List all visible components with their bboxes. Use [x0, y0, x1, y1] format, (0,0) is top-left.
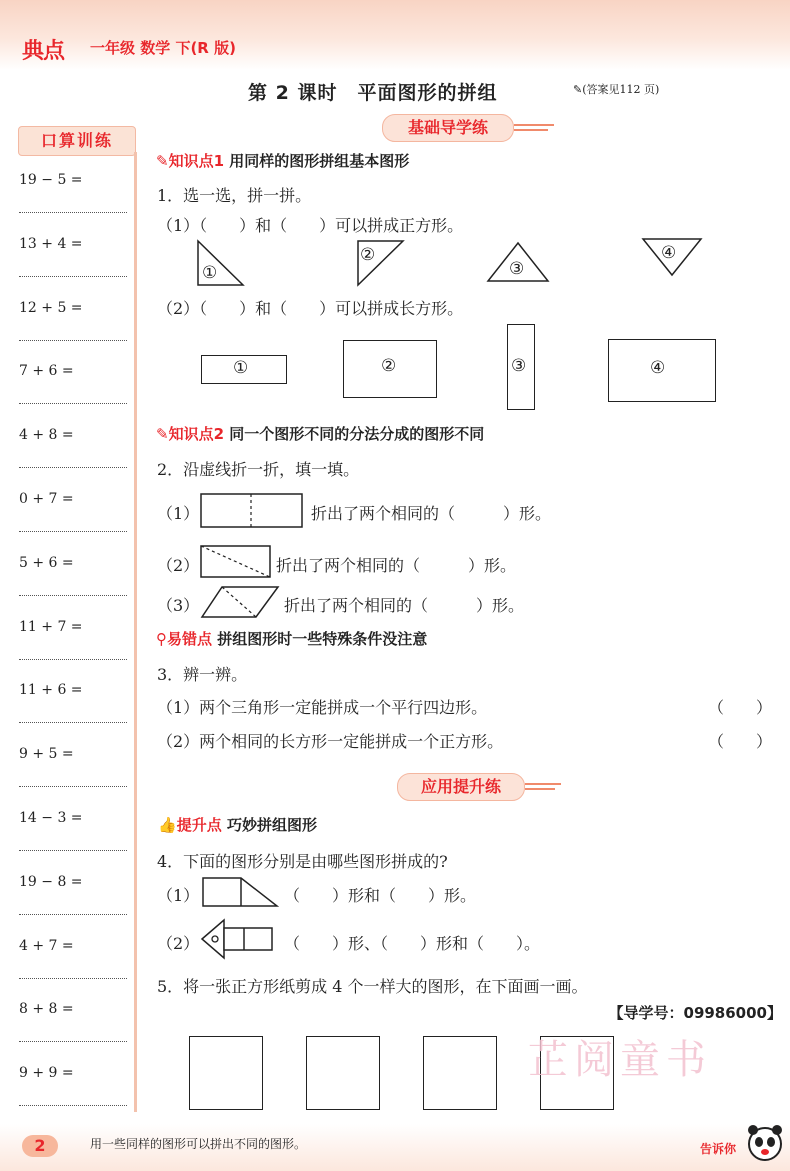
answer-line[interactable] [19, 978, 127, 979]
question-2-stem: 2．沿虚线折一折，填一填。 [157, 460, 360, 479]
answer-line[interactable] [19, 1105, 127, 1106]
question-2-part-2-number: （2） [157, 556, 200, 575]
oral-item: 12 + 5 = [19, 299, 83, 316]
oral-item: 11 + 6 = [19, 682, 83, 699]
oral-item: 9 + 5 = [19, 746, 74, 763]
question-4-stem: 4．下面的图形分别是由哪些图形拼成的? [157, 852, 448, 871]
pencil-icon: ✎ [573, 83, 583, 96]
page-title: 第 2 课时 平面图形的拼组 [248, 82, 498, 104]
watermark: 芷阅童书 [528, 1037, 712, 1083]
answer-line[interactable] [19, 212, 127, 213]
judge-blank-2[interactable]: （ ） [708, 732, 773, 751]
oral-item: 4 + 7 = [19, 937, 74, 954]
knowledge-point-1: ✎知识点1 用同样的图形拼组基本图形 [156, 152, 410, 170]
answer-line[interactable] [19, 276, 127, 277]
shape-label-4: ④ [661, 243, 677, 263]
answer-reference: ✎(答案见112 页) [573, 83, 660, 96]
answer-line[interactable] [19, 659, 127, 660]
shape-label-rect-1: ① [233, 358, 249, 378]
question-2-part-3-number: （3） [157, 596, 200, 615]
knowledge-point-2: ✎知识点2 同一个图形不同的分法分成的图形不同 [156, 425, 485, 443]
question-4-part-2-text: （ ）形、（ ）形和（ ）。 [284, 934, 541, 953]
banner-stripes-icon [523, 781, 563, 793]
answer-line[interactable] [19, 1041, 127, 1042]
oral-item: 7 + 6 = [19, 363, 74, 380]
answer-line[interactable] [19, 722, 127, 723]
shape-label-3: ③ [509, 259, 525, 279]
oral-item: 11 + 7 = [19, 618, 83, 635]
question-1-part-2: （2）（ ）和（ ）可以拼成长方形。 [157, 299, 464, 318]
fold-rectangle-diagonal [200, 545, 272, 579]
question-1-stem: 1．选一选，拼一拼。 [157, 186, 312, 205]
question-2-part-2-text: 折出了两个相同的（ ）形。 [276, 556, 517, 575]
oral-item: 4 + 8 = [19, 427, 74, 444]
oral-item: 19 − 8 = [19, 873, 83, 890]
question-2-part-3-text: 折出了两个相同的（ ）形。 [284, 596, 525, 615]
answer-line[interactable] [19, 914, 127, 915]
answer-line[interactable] [19, 340, 127, 341]
shape-label-rect-3: ③ [511, 356, 527, 376]
oral-practice-label: 口算训练 [18, 126, 136, 156]
magnifier-icon: ⚲ [156, 630, 167, 648]
error-prone-point: ⚲易错点 拼组图形时一些特殊条件没注意 [156, 630, 428, 648]
answer-line[interactable] [19, 595, 127, 596]
column-divider [134, 152, 137, 1112]
improvement-point: 👍提升点 巧妙拼组图形 [158, 816, 317, 834]
question-3-statement-2: （2）两个相同的长方形一定能拼成一个正方形。 [157, 732, 504, 751]
pen-icon: ✎ [156, 425, 169, 443]
answer-line[interactable] [19, 786, 127, 787]
oral-item: 13 + 4 = [19, 235, 83, 252]
drawing-square-1[interactable] [189, 1036, 263, 1110]
question-5-stem: 5．将一张正方形纸剪成 4 个一样大的图形，在下面画一画。 [157, 977, 588, 996]
question-2-part-1-text: 折出了两个相同的（ ）形。 [311, 504, 552, 523]
section-banner-applied: 应用提升练 [397, 773, 525, 801]
oral-item: 19 − 5 = [19, 172, 83, 188]
drawing-square-3[interactable] [423, 1036, 497, 1110]
question-4-part-1-number: （1） [157, 886, 200, 905]
question-3-statement-1: （1）两个三角形一定能拼成一个平行四边形。 [157, 698, 488, 717]
shape-label-1: ① [202, 263, 218, 283]
composite-shape-trapezoid [201, 876, 279, 908]
top-banner [0, 0, 790, 70]
brand-logo: 典点 [22, 39, 65, 64]
tell-you-label: 告诉你 [700, 1142, 737, 1156]
oral-item: 14 − 3 = [19, 810, 83, 826]
answer-line[interactable] [19, 531, 127, 532]
panda-mascot-icon [745, 1120, 785, 1164]
fold-parallelogram [200, 585, 280, 619]
footer-tip: 用一些同样的图形可以拼出不同的图形。 [90, 1137, 307, 1151]
shape-label-2: ② [360, 245, 376, 265]
shape-label-rect-4: ④ [650, 358, 666, 378]
fold-rectangle-vertical [200, 493, 304, 529]
judge-blank-1[interactable]: （ ） [708, 698, 773, 717]
oral-item: 9 + 9 = [19, 1065, 74, 1082]
question-3-stem: 3．辨一辨。 [157, 665, 248, 684]
answer-line[interactable] [19, 403, 127, 404]
shape-label-rect-2: ② [381, 356, 397, 376]
composite-shape-arrow [200, 918, 276, 960]
question-1-part-1: （1）（ ）和（ ）可以拼成正方形。 [157, 216, 464, 235]
question-2-part-1-number: （1） [157, 504, 200, 523]
page-number: 2 [22, 1135, 58, 1157]
pen-icon: ✎ [156, 152, 169, 170]
study-code: 【导学号：09986000】 [608, 1004, 782, 1022]
question-4-part-1-text: （ ）形和（ ）形。 [284, 886, 477, 905]
answer-line[interactable] [19, 467, 127, 468]
oral-item: 8 + 8 = [19, 1001, 74, 1018]
oral-item: 5 + 6 = [19, 554, 74, 571]
banner-stripes-icon [512, 122, 556, 134]
question-4-part-2-number: （2） [157, 934, 200, 953]
section-banner-basic: 基础导学练 [382, 114, 514, 142]
series-label: 一年级 数学 下(R 版) [90, 39, 236, 57]
drawing-square-2[interactable] [306, 1036, 380, 1110]
oral-item: 0 + 7 = [19, 491, 74, 507]
answer-line[interactable] [19, 850, 127, 851]
thumbs-up-icon: 👍 [158, 816, 177, 834]
